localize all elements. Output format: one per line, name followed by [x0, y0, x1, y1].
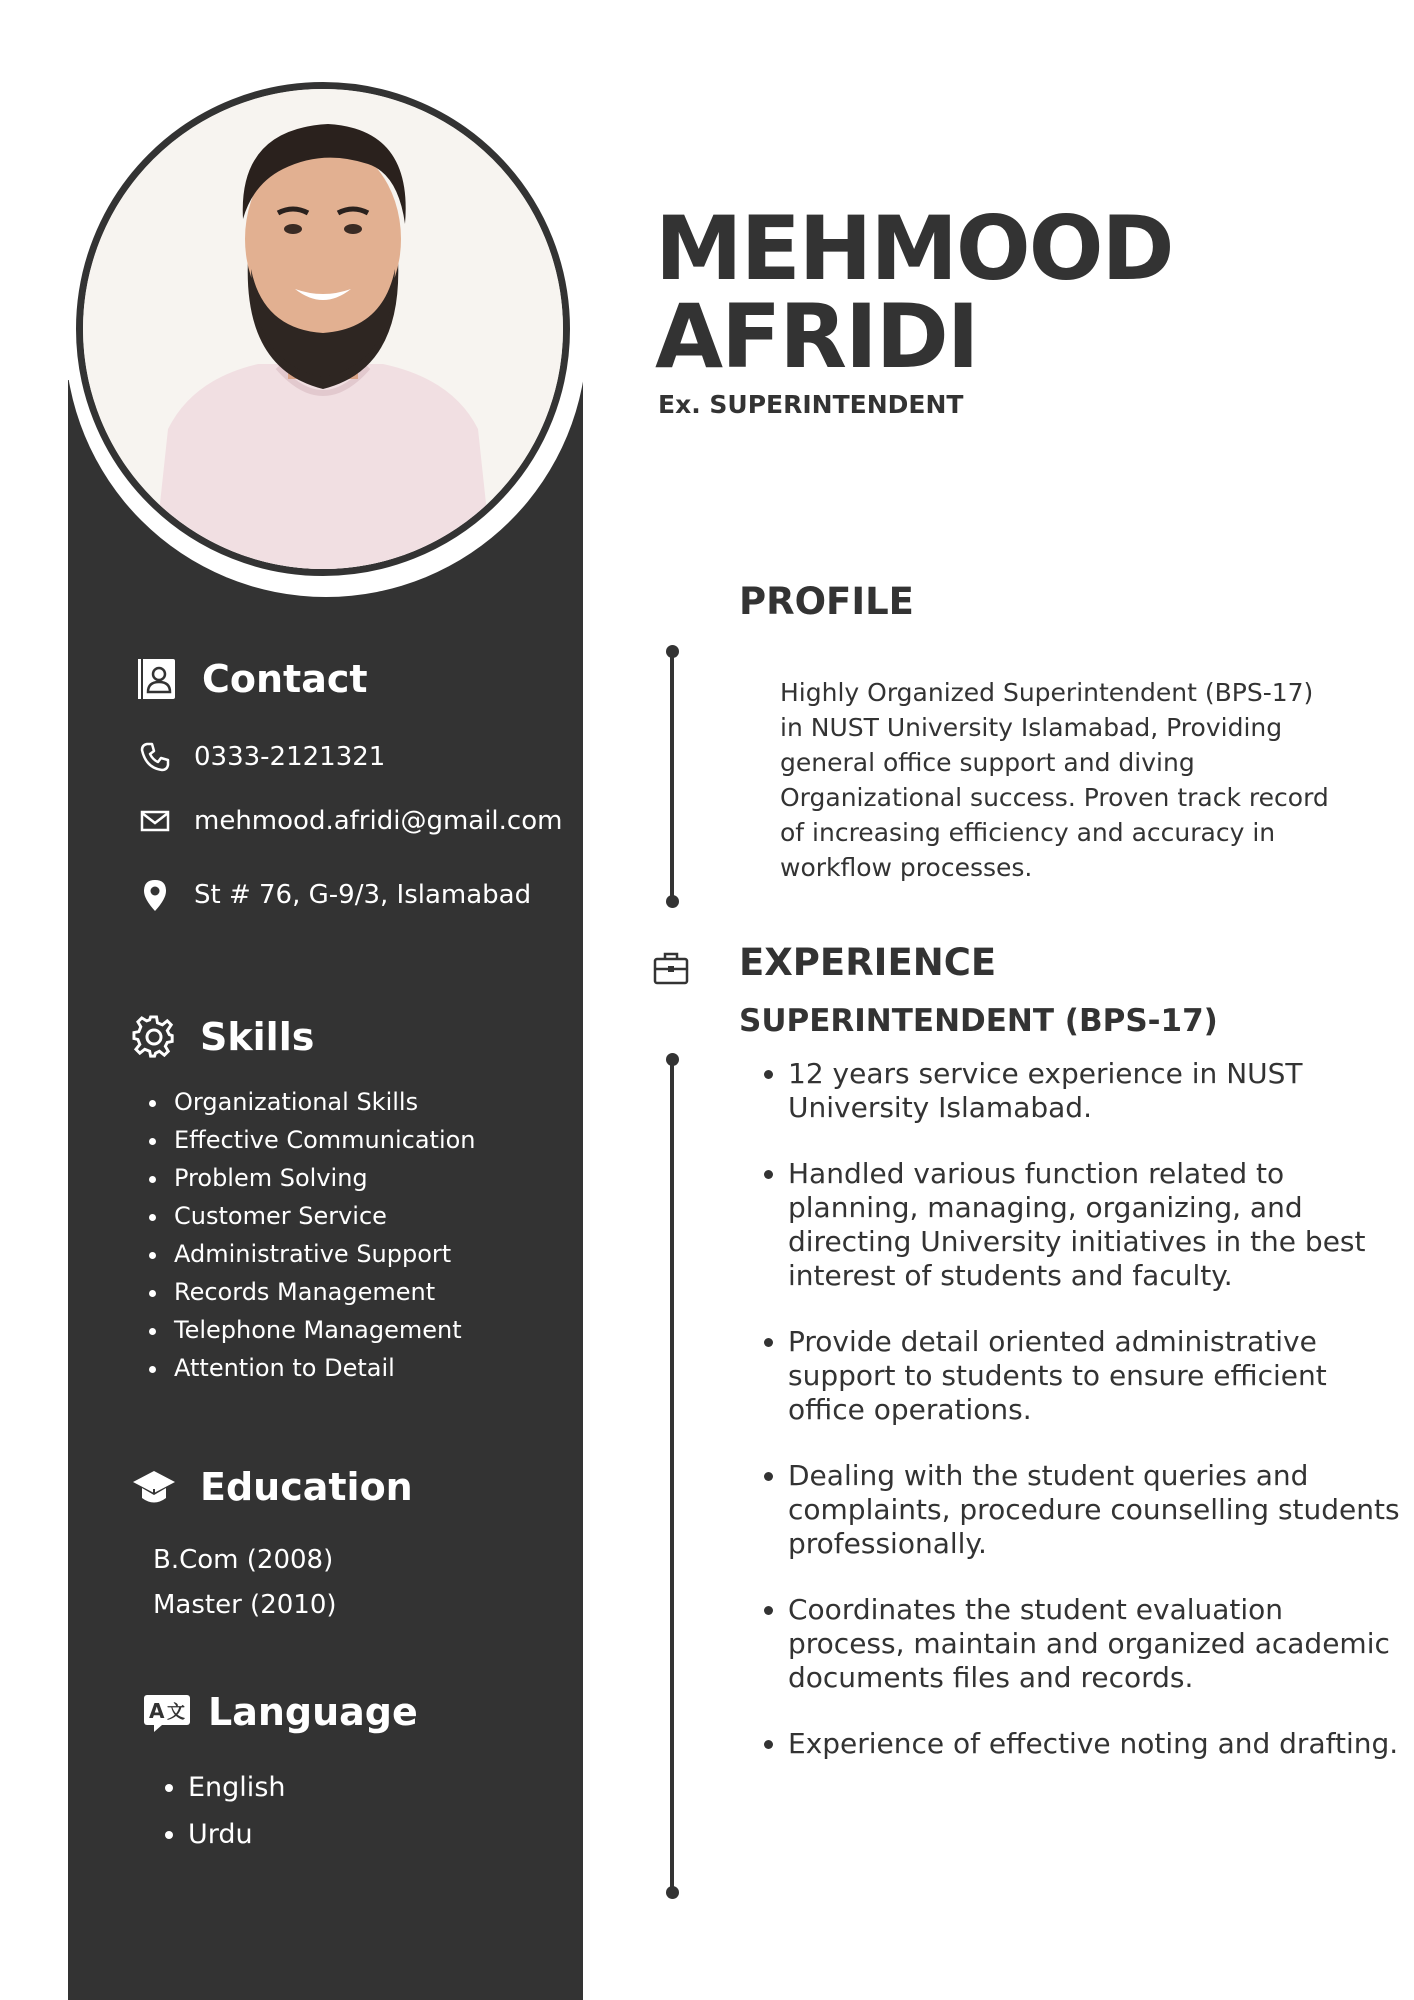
experience-item: • Provide detail oriented administrative support to students to ensure efficient office operations.	[788, 1325, 1408, 1427]
svg-text:文: 文	[167, 1702, 185, 1723]
job-title: SUPERINTENDENT (BPS-17)	[739, 1003, 1218, 1039]
skill-item: • Administrative Support	[170, 1235, 476, 1273]
skill-item: • Organizational Skills	[170, 1083, 476, 1121]
education-heading-label: Education	[200, 1465, 413, 1509]
contact-heading-label: Contact	[202, 657, 368, 701]
experience-heading: EXPERIENCE	[739, 941, 997, 984]
experience-item: • Coordinates the student evaluation process, maintain and organized academic documents files and records.	[788, 1593, 1408, 1695]
last-name: AFRIDI	[655, 285, 978, 388]
languages-list	[158, 1764, 286, 1858]
experience-item: • 12 years service experience in NUST University Islamabad.	[788, 1057, 1408, 1125]
experience-list	[758, 1057, 1408, 1793]
svg-text:A: A	[149, 1699, 165, 1723]
skills-heading	[132, 1015, 314, 1059]
gear-icon	[132, 1015, 176, 1059]
profile-photo	[76, 82, 570, 576]
language-item: • English	[188, 1764, 286, 1811]
first-name: MEHMOOD	[655, 197, 1173, 300]
email-address: mehmood.afridi@gmail.com	[194, 806, 563, 836]
timeline-dot	[666, 895, 679, 908]
language-heading	[142, 1690, 418, 1734]
profile-heading: PROFILE	[739, 580, 914, 623]
education-item: Master (2010)	[153, 1590, 337, 1620]
contact-book-icon	[134, 657, 178, 701]
contact-email[interactable]	[138, 804, 562, 838]
profile-summary: Highly Organized Superintendent (BPS-17) in NUST University Islamabad, Providing general office support and diving Organizational success. Proven track record of increasing efficiency and accuracy in workflow processes.	[780, 678, 1329, 882]
skill-item: • Records Management	[170, 1273, 476, 1311]
skill-item: • Telephone Management	[170, 1311, 476, 1349]
full-name	[655, 197, 1173, 388]
briefcase-icon	[651, 948, 691, 988]
job-subtitle: Ex. SUPERINTENDENT	[658, 390, 964, 419]
skill-item: • Effective Communication	[170, 1121, 476, 1159]
address-text: St # 76, G-9/3, Islamabad	[194, 880, 532, 910]
experience-item: • Dealing with the student queries and complaints, procedure counselling students professionally.	[788, 1459, 1408, 1561]
education-heading	[132, 1465, 413, 1509]
contact-phone[interactable]	[138, 740, 385, 774]
phone-number: 0333-2121321	[194, 742, 386, 772]
contact-address	[138, 878, 531, 912]
skill-item: • Customer Service	[170, 1197, 476, 1235]
profile-timeline	[670, 651, 674, 901]
education-item: B.Com (2008)	[153, 1545, 334, 1575]
timeline-dot	[666, 1886, 679, 1899]
skill-item: • Problem Solving	[170, 1159, 476, 1197]
experience-item: • Handled various function related to planning, managing, organizing, and directing University initiatives in the best interest of students and faculty.	[788, 1157, 1408, 1293]
experience-timeline	[670, 1059, 674, 1892]
language-item: • Urdu	[188, 1811, 286, 1858]
skills-heading-label: Skills	[200, 1015, 315, 1059]
experience-item: • Experience of effective noting and drafting.	[788, 1727, 1408, 1761]
portrait-illustration	[83, 89, 563, 569]
mail-icon	[138, 804, 172, 838]
contact-heading	[134, 657, 368, 701]
translate-icon	[142, 1690, 186, 1734]
location-pin-icon	[138, 878, 172, 912]
skill-item: • Attention to Detail	[170, 1349, 476, 1387]
graduation-cap-icon	[132, 1465, 176, 1509]
language-heading-label: Language	[208, 1690, 418, 1734]
phone-icon	[138, 740, 172, 774]
skills-list	[140, 1083, 476, 1387]
